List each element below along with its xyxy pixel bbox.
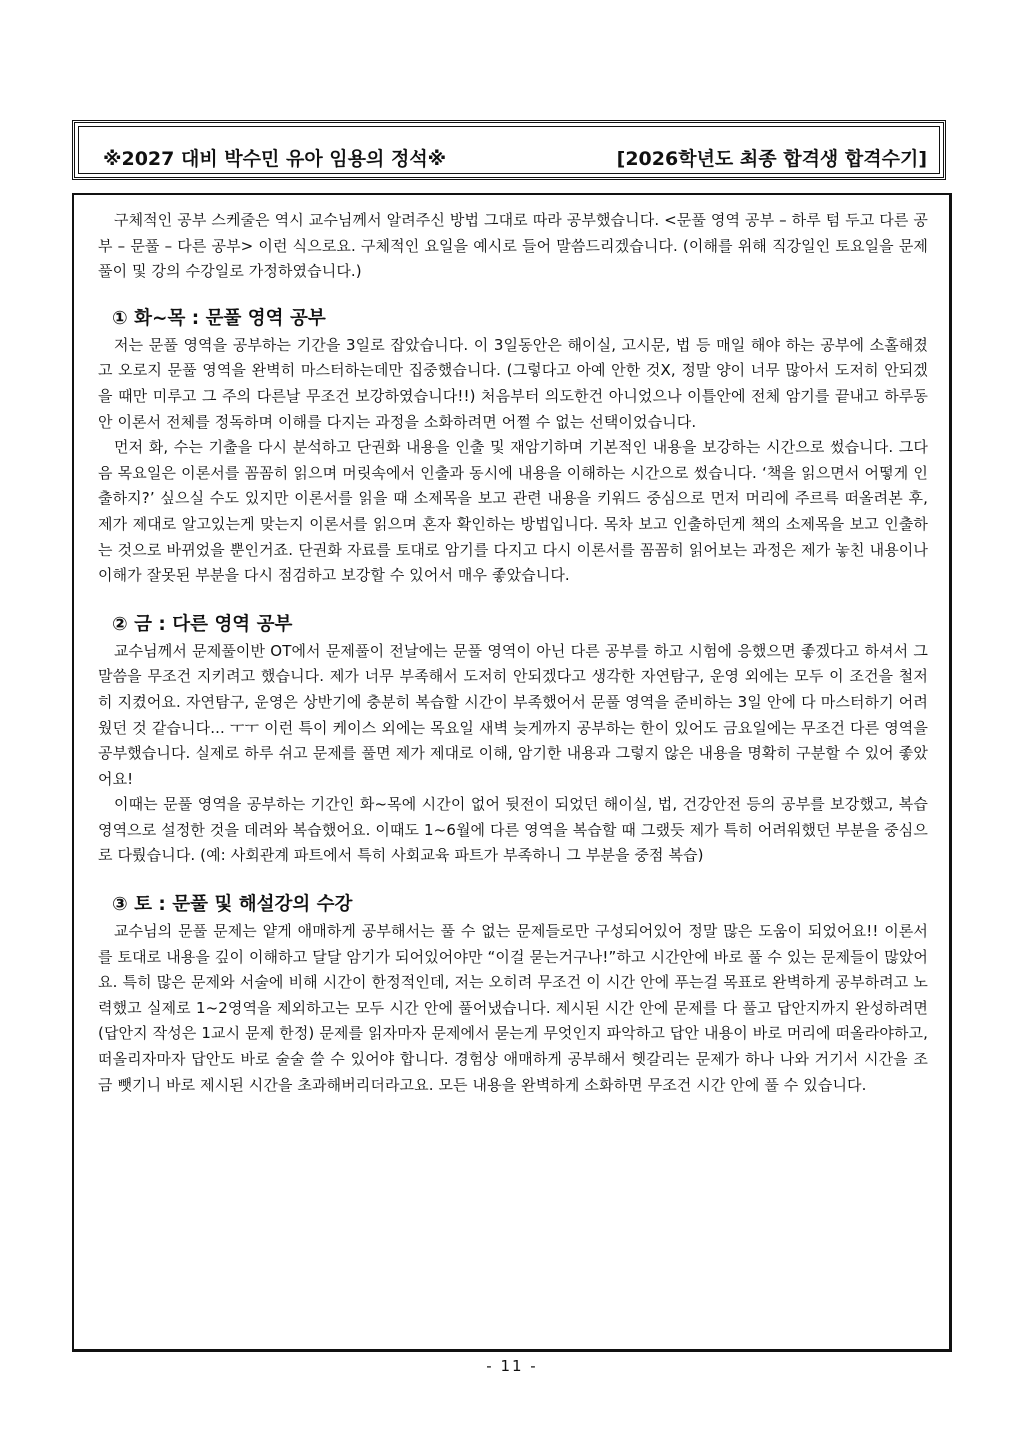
header-title-left: ※2027 대비 박수민 유아 임용의 정석※ [103, 148, 447, 170]
section-1-paragraph-2: 먼저 화, 수는 기출을 다시 분석하고 단권화 내용을 인출 및 재암기하며 기본적인 내용을 보강하는 시간으로 썼습니다. 그다음 목요일은 이론서를 꼼꼼히 읽으며 머릿속에서 인출과 동시에 내용을 이해하는 시간으로 썼습니다. ‘책을 읽으면서 어떻게 인출하지?’ 싶으실 수도 있지만 이론서를 읽을 때 소제목을 보고 관련 내용을 키워드 중심으로 먼저 머리에 주르륵 떠올려본 후, 제가 제대로 알고있는게 맞는지 이론서를 읽으며 혼자 확인하는 방법입니다. 목차 보고 인출하던게 책의 소제목을 보고 인출하는 것으로 바뀌었을 뿐인거죠. 단권화 자료를 토대로 암기를 다지고 다시 이론서를 꼼꼼히 읽어보는 과정은 제가 놓친 내용이나 이해가 잘못된 부분을 다시 점검하고 보강할 수 있어서 매우 좋았습니다. [98, 438, 929, 585]
section-3-paragraph-1: 교수님의 문풀 문제는 얕게 애매하게 공부해서는 풀 수 없는 문제들로만 구성되어있어 정말 많은 도움이 되었어요!! 이론서를 토대로 내용을 깊이 이해하고 달달 암기가 되어있어야만 “이걸 묻는거구나!”하고 시간안에 바로 풀 수 있는 문제들이 많았어요. 특히 많은 문제와 서술에 비해 시간이 한정적인데, 저는 오히려 무조건 이 시간 안에 푸는걸 목표로 완벽하게 공부하려고 노력했고 실제로 1~2영역을 제외하고는 모두 시간 안에 풀어냈습니다. 제시된 시간 안에 문제를 다 풀고 답안지까지 완성하려면(답안지 작성은 1교시 문제 한정) 문제를 읽자마자 문제에서 묻는게 무엇인지 파악하고 답안 내용이 바로 머리에 떠올라야하고, 떠올리자마자 답안도 바로 술술 쓸 수 있어야 합니다. 경험상 애매하게 공부해서 헷갈리는 문제가 하나 나와 거기서 시간을 조금 뺏기니 바로 제시된 시간을 초과해버리더라고요. 모든 내용을 완벽하게 소화하면 무조건 시간 안에 풀 수 있습니다. [98, 922, 928, 1094]
section-2-paragraph-1: 교수님께서 문제풀이반 OT에서 문제풀이 전날에는 문풀 영역이 아닌 다른 공부를 하고 시험에 응했으면 좋겠다고 하셔서 그 말씀을 무조건 지키려고 했습니다. 제가 너무 부족해서 도저히 안되겠다고 생각한 자연탐구, 운영 외에는 모두 이 조건을 철저히 지켰어요. 자연탐구, 운영은 상반기에 충분히 복습할 시간이 부족했어서 문풀 영역을 준비하는 3일 안에 다 마스터하기 어려웠던 것 같습니다... ㅜㅜ 이런 특이 케이스 외에는 목요일 새벽 늦게까지 공부하는 한이 있어도 금요일에는 무조건 다른 영역을 공부했습니다. 실제로 하루 쉬고 문제를 풀면 제가 제대로 이해, 암기한 내용과 그렇지 않은 내용을 명확히 구분할 수 있어 좋았어요! [98, 641, 928, 788]
page-number: - 11 - [486, 1357, 538, 1375]
header-box [72, 120, 946, 180]
section-1-paragraph-1: 저는 문풀 영역을 공부하는 기간을 3일로 잡았습니다. 이 3일동안은 해이실, 고시문, 법 등 매일 해야 하는 공부에 소홀해졌고 오로지 문풀 영역을 완벽히 마스터하는데만 집중했습니다. (그렇다고 아예 안한 것X, 정말 양이 너무 많아서 도저히 안되겠을 때만 미루고 그 주의 다른날 무조건 보강하였습니다!!) 처음부터 의도한건 아니었으나 이틀안에 전체 암기를 끝내고 하루동안 이론서 전체를 정독하며 이해를 다지는 과정을 소화하려면 어쩔 수 없는 선택이었습니다. [98, 335, 928, 431]
document-body [98, 208, 928, 1098]
section-1-title: ① 화~목 : 문풀 영역 공부 [112, 307, 326, 329]
intro-paragraph: 구체적인 공부 스케줄은 역시 교수님께서 알려주신 방법 그대로 따라 공부했습니다. <문풀 영역 공부 – 하루 텀 두고 다른 공부 – 문풀 – 다른 공부> 이런 식으로요. 구체적인 요일을 예시로 들어 말씀드리겠습니다. (이해를 위해 직강일인 토요일을 문제풀이 및 강의 수강일로 가정하였습니다.) [98, 211, 928, 281]
section-2-paragraph-2: 이때는 문풀 영역을 공부하는 기간인 화~목에 시간이 없어 뒷전이 되었던 해이실, 법, 건강안전 등의 공부를 보강했고, 복습 영역으로 설정한 것을 데려와 복습했어요. 이때도 1~6월에 다른 영역을 복습할 때 그랬듯 제가 특히 어려워했던 부분을 중심으로 다뤘습니다. (예: 사회관계 파트에서 특히 사회교육 파트가 부족하니 그 부분을 중점 복습) [98, 795, 928, 865]
section-3-title: ③ 토 : 문풀 및 해설강의 수강 [112, 894, 353, 916]
header-title-right: [2026학년도 최종 합격생 합격수기] [616, 148, 927, 170]
section-2-title: ② 금 : 다른 영역 공부 [112, 613, 293, 635]
